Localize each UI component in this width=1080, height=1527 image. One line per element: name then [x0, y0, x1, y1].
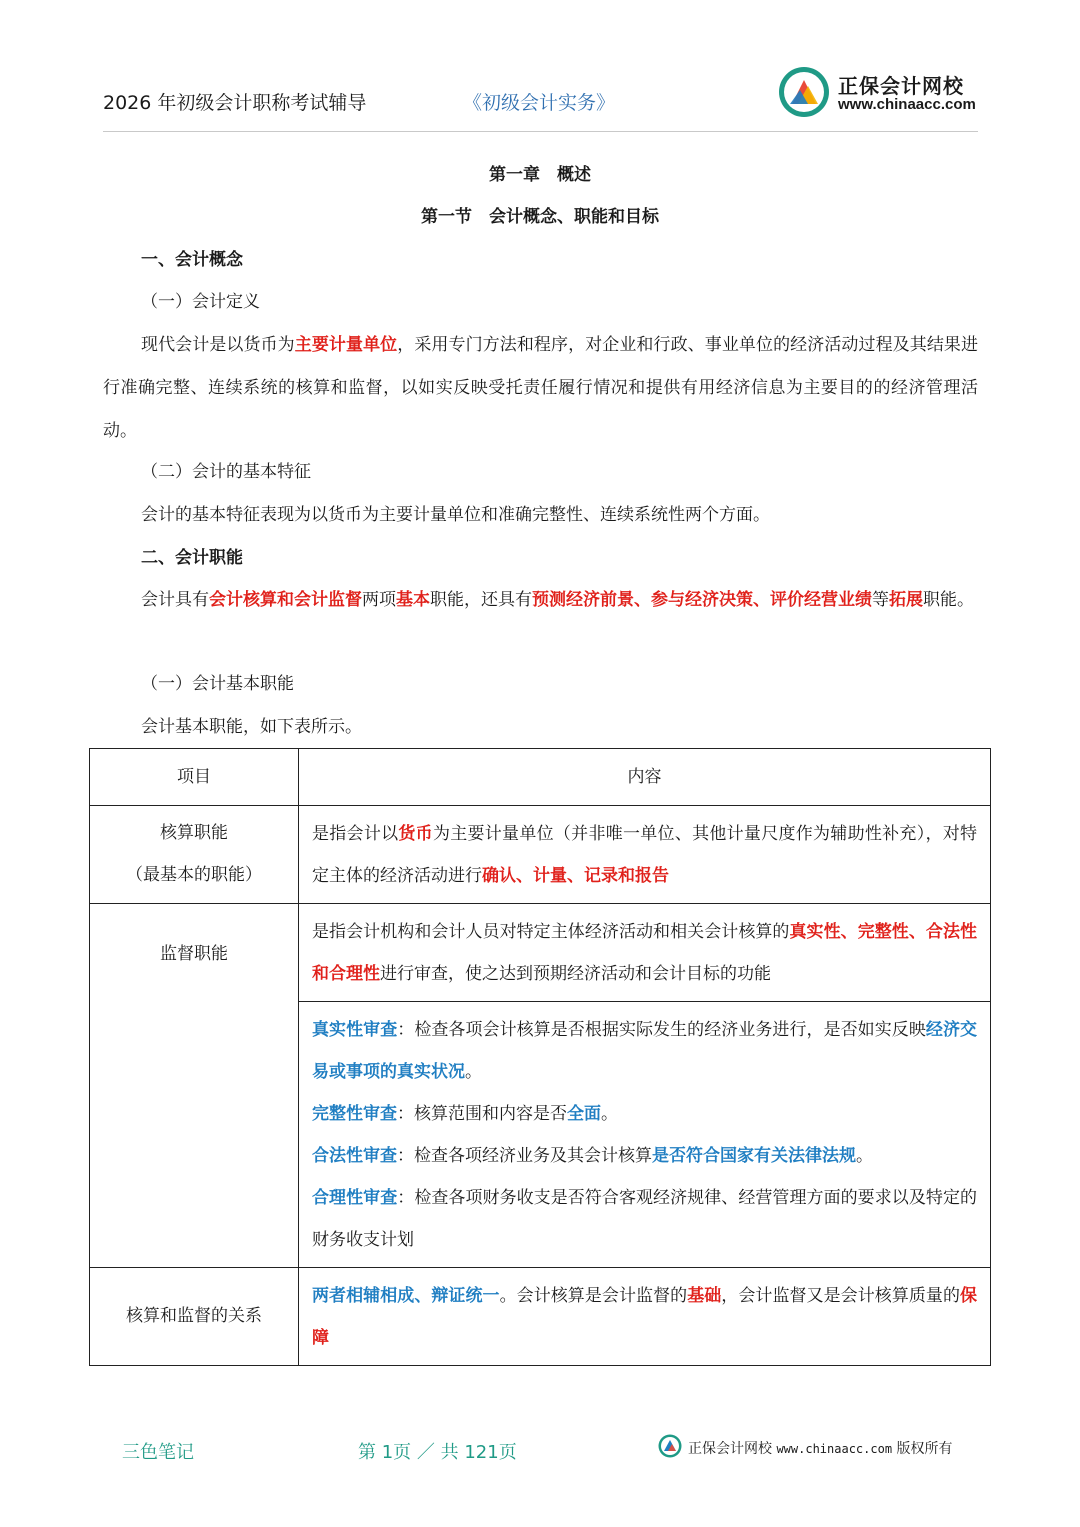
- review-text: 。: [465, 1062, 482, 1082]
- basic-functions-table: [89, 748, 991, 1366]
- row-item-subtitle: （最基本的职能）: [126, 865, 262, 885]
- definition-text-2: ，采用专门方法和程序，对企业和行政、事业单位的经济活动过程及其结果进行准确完整、连续系统的核算和监督，以如实反映受托责任履行情况和提供有用经济信息为主要目的的经济管理活动。: [103, 335, 978, 441]
- chinaacc-logo-icon: [658, 1434, 682, 1458]
- functions-highlight-4: 拓展: [889, 590, 923, 610]
- row-content-review-types: [299, 1002, 991, 1268]
- review-text: 。: [601, 1104, 618, 1124]
- row-item-relationship: 核算和监督的关系: [90, 1268, 299, 1366]
- brand-name: 正保会计网校: [838, 74, 964, 98]
- cell-text: 。会计核算是会计监督的: [499, 1286, 688, 1306]
- section-title: 第一节 会计概念、职能和目标: [421, 207, 659, 227]
- review-highlight: 全面: [567, 1104, 601, 1124]
- cell-highlight: 货币: [398, 824, 433, 844]
- definition-paragraph: [103, 324, 978, 453]
- review-text: ：核算范围和内容是否: [397, 1104, 567, 1124]
- functions-highlight-1: 会计核算和会计监督: [209, 590, 362, 610]
- brand-url: www.chinaacc.com: [838, 96, 976, 113]
- review-completeness: [312, 1093, 977, 1135]
- row-item-title: 核算职能: [160, 823, 228, 843]
- review-text: ：检查各项经济业务及其会计核算: [397, 1146, 652, 1166]
- functions-text-2: 两项: [362, 590, 396, 610]
- footer-copyright: [688, 1438, 953, 1458]
- functions-text-1: 会计具有: [141, 590, 209, 610]
- definition-highlight: 主要计量单位: [294, 335, 398, 355]
- functions-text-5: 职能。: [923, 590, 974, 610]
- subheading-basic-functions: （一）会计基本职能: [141, 674, 294, 694]
- features-paragraph: 会计的基本特征表现为以货币为主要计量单位和准确完整性、连续系统性两个方面。: [141, 505, 770, 525]
- definition-text-1: 现代会计是以货币为: [141, 335, 295, 355]
- chapter-title: 第一章 概述: [489, 165, 591, 185]
- footer-url[interactable]: www.chinaacc.com: [776, 1442, 893, 1456]
- table-row: [90, 904, 991, 1002]
- review-authenticity: [312, 1009, 977, 1093]
- cell-highlight: 确认、计量、记录和报告: [482, 866, 669, 886]
- review-label: 合法性审查: [312, 1146, 397, 1166]
- functions-highlight-3: 预测经济前景、参与经济决策、评价经营业绩: [532, 590, 872, 610]
- cell-highlight: 真实性、完整性、合法性和合理性: [312, 922, 978, 984]
- cell-text: 是指会计机构和会计人员对特定主体经济活动和相关会计核算的: [312, 922, 790, 942]
- row-content-relationship: [299, 1268, 991, 1366]
- subheading-features: （二）会计的基本特征: [141, 462, 311, 482]
- subheading-definition: （一）会计定义: [141, 292, 260, 312]
- functions-text-4: 等: [872, 590, 889, 610]
- review-text: 。: [856, 1146, 873, 1166]
- row-content-supervision: [299, 904, 991, 1002]
- review-highlight: 经济交易或事项的真实状况: [312, 1020, 978, 1082]
- row-content-accounting: [299, 806, 991, 904]
- review-label: 真实性审查: [312, 1020, 398, 1040]
- cell-text: 进行审查，使之达到预期经济活动和会计目标的功能: [380, 964, 771, 984]
- cell-text: ，会计监督又是会计核算质量的: [721, 1286, 961, 1306]
- page-number: 第 1页 ／ 共 121页: [358, 1442, 517, 1463]
- exam-title: 2026 年初级会计职称考试辅导: [103, 92, 367, 114]
- footer-brand-name: 正保会计网校: [688, 1441, 772, 1457]
- heading-accounting-functions: 二、会计职能: [141, 548, 243, 568]
- functions-highlight-2: 基本: [396, 590, 430, 610]
- cell-highlight: 两者相辅相成、辩证统一: [312, 1286, 500, 1306]
- review-label: 完整性审查: [312, 1104, 397, 1124]
- table-header-row: [90, 749, 991, 806]
- cell-highlight: 基础: [687, 1286, 722, 1306]
- cell-text: 为主要计量单位（并非唯一单位、其他计量尺度作为辅助性补充），对特定主体的经济活动进行: [312, 824, 978, 886]
- review-text: ：检查各项会计核算是否根据实际发生的经济业务进行，是否如实反映: [397, 1020, 926, 1040]
- header-item: 项目: [90, 749, 299, 806]
- page-footer: [0, 1430, 1080, 1470]
- row-item-supervision: 监督职能: [90, 904, 299, 1268]
- chinaacc-logo-icon: [778, 66, 830, 118]
- table-intro: 会计基本职能，如下表所示。: [141, 717, 362, 737]
- brand-logo[interactable]: [778, 64, 978, 120]
- table-row: [90, 806, 991, 904]
- functions-paragraph: [103, 579, 978, 622]
- heading-accounting-concept: 一、会计概念: [141, 250, 243, 270]
- review-label: 合理性审查: [312, 1188, 398, 1208]
- book-title: 《初级会计实务》: [463, 92, 616, 114]
- row-item-accounting: [90, 806, 299, 904]
- review-highlight: 是否符合国家有关法律法规: [652, 1146, 856, 1166]
- footer-series: 三色笔记: [122, 1442, 194, 1463]
- page-header: [103, 60, 978, 132]
- review-text: ：检查各项财务收支是否符合客观经济规律、经营管理方面的要求以及特定的财务收支计划: [312, 1188, 978, 1250]
- review-rationality: [312, 1177, 977, 1261]
- review-legality: [312, 1135, 977, 1177]
- functions-text-3: 职能，还具有: [430, 590, 532, 610]
- cell-text: 是指会计以: [312, 824, 399, 844]
- footer-rights: 版权所有: [896, 1441, 953, 1457]
- cell-highlight: 保障: [312, 1286, 978, 1348]
- table-row: [90, 1268, 991, 1366]
- header-content: 内容: [299, 749, 991, 806]
